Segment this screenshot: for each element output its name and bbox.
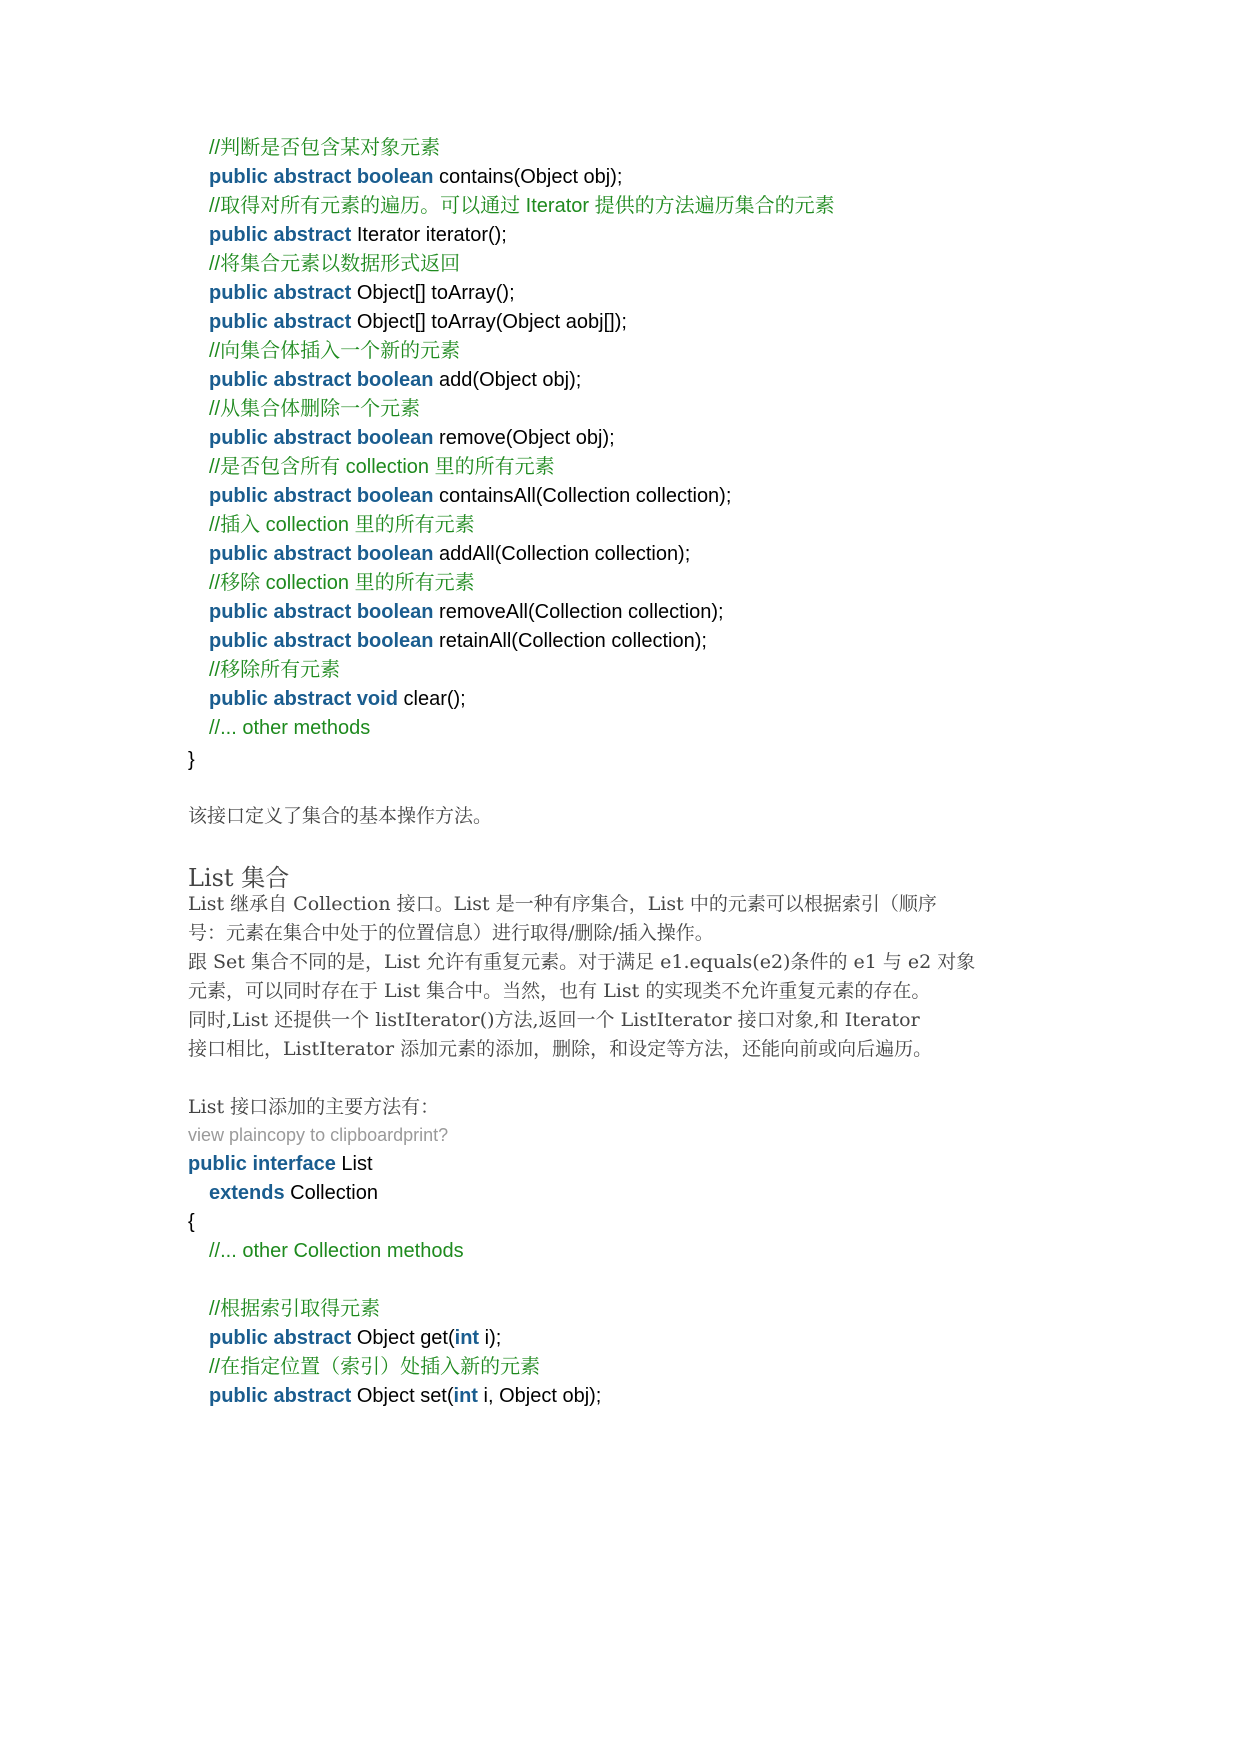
keyword: public abstract <box>209 311 352 333</box>
code-comment: //是否包含所有 collection 里的所有元素 <box>209 456 555 478</box>
code-comment: //移除 collection 里的所有元素 <box>209 572 475 594</box>
code-comment: //将集合元素以数据形式返回 <box>209 253 461 275</box>
keyword: public abstract boolean <box>209 543 434 565</box>
keyword: public interface <box>188 1153 336 1175</box>
code-line <box>209 366 581 394</box>
code-text: List <box>341 1153 373 1175</box>
code-comment: //插入 collection 里的所有元素 <box>209 514 475 536</box>
code-text: Object[] toArray(Object aobj[]); <box>356 311 627 333</box>
code-line-get <box>209 1324 501 1352</box>
list-paragraph-line: 号：元素在集合中处于的位置信息）进行取得/删除/插入操作。 <box>188 922 714 944</box>
code-text: Object[] toArray(); <box>356 282 515 304</box>
code-line <box>209 482 731 510</box>
keyword: public abstract <box>209 1385 352 1407</box>
code-comment: //从集合体删除一个元素 <box>209 398 421 420</box>
list-paragraph-line: List 继承自 Collection 接口。List 是一种有序集合，List 中的元素可以根据索引（顺序 <box>188 893 937 915</box>
keyword: public abstract boolean <box>209 166 434 188</box>
code-line <box>209 627 707 655</box>
code-line <box>209 424 615 452</box>
code-comment: //移除所有元素 <box>209 659 341 681</box>
code-line-extends <box>209 1179 378 1207</box>
code-text: containsAll(Collection collection); <box>439 485 732 507</box>
code-line <box>209 540 690 568</box>
keyword: public abstract boolean <box>209 485 434 507</box>
keyword: public abstract void <box>209 688 398 710</box>
code-text: removeAll(Collection collection); <box>439 601 724 623</box>
code-text: retainAll(Collection collection); <box>439 630 707 652</box>
code-comment: //向集合体插入一个新的元素 <box>209 340 461 362</box>
code-line-set <box>209 1382 601 1410</box>
code-comment: //... other Collection methods <box>209 1240 464 1262</box>
code-toolbar-links[interactable]: view plaincopy to clipboardprint? <box>188 1125 449 1145</box>
code-line <box>209 163 622 191</box>
code-comment: //... other methods <box>209 717 371 739</box>
code-comment: //在指定位置（索引）处插入新的元素 <box>209 1356 541 1378</box>
code-text: Object set(int i, Object obj); <box>356 1385 602 1407</box>
open-brace: { <box>188 1211 195 1233</box>
list-paragraph-line: 跟 Set 集合不同的是，List 允许有重复元素。对于满足 e1.equals(e2)条件的 e1 与 e2 对象 <box>188 951 976 973</box>
code-text: addAll(Collection collection); <box>439 543 691 565</box>
keyword: public abstract boolean <box>209 601 434 623</box>
code-text: add(Object obj); <box>439 369 582 391</box>
keyword: public abstract boolean <box>209 427 434 449</box>
list-heading: List 集合 <box>188 864 290 892</box>
code-text: clear(); <box>403 688 466 710</box>
closing-brace: } <box>188 749 195 771</box>
keyword: public abstract boolean <box>209 369 434 391</box>
code-text: Object get(int i); <box>356 1327 502 1349</box>
summary-text: 该接口定义了集合的基本操作方法。 <box>188 805 493 827</box>
code-line <box>209 308 627 336</box>
code-text: Iterator iterator(); <box>356 224 507 246</box>
code-line <box>209 279 515 307</box>
list-paragraph-line: 同时,List 还提供一个 listIterator()方法,返回一个 ListIterator 接口对象,和 Iterator <box>188 1009 920 1031</box>
keyword: extends <box>209 1182 285 1204</box>
code-text: remove(Object obj); <box>439 427 615 449</box>
list-paragraph-line: 接口相比，ListIterator 添加元素的添加，删除，和设定等方法，还能向前或向后遍历。 <box>188 1038 933 1060</box>
code-line <box>209 685 466 713</box>
code-text: contains(Object obj); <box>439 166 623 188</box>
keyword: public abstract boolean <box>209 630 434 652</box>
keyword: public abstract <box>209 1327 352 1349</box>
code-comment: //取得对所有元素的遍历。可以通过 Iterator 提供的方法遍历集合的元素 <box>209 195 835 217</box>
code-comment: //根据索引取得元素 <box>209 1298 381 1320</box>
code-comment: //判断是否包含某对象元素 <box>209 137 441 159</box>
code-line <box>209 598 724 626</box>
code-text: Collection <box>290 1182 378 1204</box>
keyword: public abstract <box>209 224 352 246</box>
keyword: public abstract <box>209 282 352 304</box>
code-line <box>209 221 507 249</box>
code-line-interface <box>188 1150 373 1178</box>
list-paragraph-line: 元素，可以同时存在于 List 集合中。当然，也有 List 的实现类不允许重复元素的存在。 <box>188 980 931 1002</box>
list-methods-intro: List 接口添加的主要方法有： <box>188 1096 440 1118</box>
